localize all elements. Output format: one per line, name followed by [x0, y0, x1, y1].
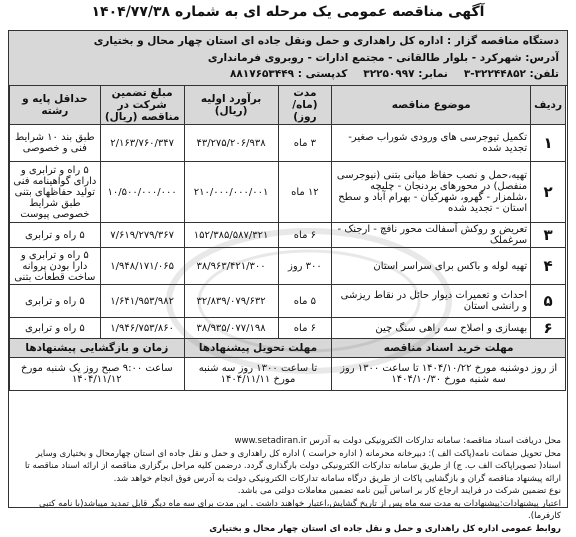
- row-subject: احداث و تعمیرات دیوار حائل در نقاط ریزشی و رانشی استان: [332, 285, 531, 318]
- table-row: [10, 162, 566, 223]
- notes-section: [9, 433, 567, 537]
- row-estimate: ۴۳/۲۷۵/۲۰۶/۹۳۸: [184, 125, 278, 162]
- note-documents-location: محل دریافت اسناد مناقصه: سامانه تدارکات الکترونیکی دولت به آدرس www.setadiran.ir: [234, 436, 561, 446]
- table-row: [10, 285, 566, 318]
- delivery-deadline-label: مهلت تحویل پیشنهادها: [184, 339, 332, 358]
- row-estimate: ۲۱۰/۰۰۰/۰۰۰/۰۰۱: [184, 162, 278, 223]
- notice-title: آگهی مناقصه عمومی یک مرحله ای به شماره ۱۴۰۴/۷۷/۳۸: [91, 4, 485, 20]
- table-row: [10, 248, 566, 285]
- row-grade: ۵ راه و ترابری: [10, 223, 101, 248]
- row-estimate: ۳۸/۹۶۳/۴۲۱/۳۰۰: [184, 248, 278, 285]
- row-estimate: ۳۲/۸۳۹/۰۷۹/۶۳۲: [184, 285, 278, 318]
- row-number: ۴: [531, 248, 566, 285]
- row-duration: ۱۲ ماه: [278, 162, 332, 223]
- organizer-contact: [17, 68, 559, 80]
- delivery-deadline: تا ساعت ۱۳۰۰ روز سه شنبه مورخ ۱۴۰۴/۱۱/۱۱: [184, 358, 332, 391]
- organizer-postal-code: کدپستی : ۸۸۱۷۶۵۳۴۴۹: [229, 68, 348, 80]
- note-validity: اعتبار پیشنهادات:پیشنهادات به مدت سه ماه پس از تاریخ گشایش،اعتبار خواهند داشت . این مدت برای سه ماه دیگر قابل تمدید میباشد(با نامه کتبی کارفرما).: [38, 498, 561, 521]
- table-header-row: [10, 86, 566, 125]
- notice-frame: [8, 30, 568, 534]
- row-grade: ۵ راه و ترابری: [10, 318, 101, 339]
- row-subject: بهسازی و اصلاح سه راهی سنگ چین: [332, 318, 531, 339]
- row-guarantee: ۱/۹۴۸/۱۷۱/۰۶۵: [100, 248, 184, 285]
- row-number: ۵: [531, 285, 566, 318]
- row-number: ۲: [531, 162, 566, 223]
- table-row: [10, 318, 566, 339]
- organizer-address: آدرس: شهرکرد - بلوار طالقانی - مجتمع ادارات - روبروی فرمانداری: [207, 52, 559, 64]
- opening-time: ساعت ۹:۰۰ صبح روز یک شنبه مورخ ۱۴۰۴/۱۱/۱۲: [10, 358, 185, 391]
- col-guarantee: مبلغ تضمین شرکت در مناقصه (ریال): [100, 86, 184, 125]
- row-subject: تعریض و روکش آسفالت محور نافچ - ارجنک - سرغملک: [332, 223, 531, 248]
- purchase-deadline-label: مهلت خرید اسناد مناقصه: [332, 339, 566, 358]
- row-subject: تکمیل تیوجرسی های ورودی شوراب صغیر- تجدید شده: [332, 125, 531, 162]
- organizer-phone: تلفن: ۳۲۲۴۴۸۵۲-۳: [463, 68, 559, 80]
- row-duration: ۳ ماه: [278, 125, 332, 162]
- row-guarantee: ۱۰/۵۰۰/۰۰۰/۰۰۰: [100, 162, 184, 223]
- row-guarantee: ۱/۶۴۱/۹۵۳/۹۸۲: [100, 285, 184, 318]
- row-guarantee: ۷/۶۱۹/۲۷۹/۳۶۷: [100, 223, 184, 248]
- row-duration: ۵ ماه: [278, 285, 332, 318]
- row-number: ۱: [531, 125, 566, 162]
- purchase-deadline: از روز دوشنبه مورخ ۱۴۰۴/۱۰/۲۲ تا ساعت ۱۳۰۰ روز سه شنبه مورخ ۱۴۰۴/۱۰/۳۰: [332, 358, 566, 391]
- row-subject: تهیه لوله و باکس برای سراسر استان: [332, 248, 531, 285]
- col-estimate: برآورد اولیه (ریال): [184, 86, 278, 125]
- row-grade: طبق بند ۱۰ شرایط فنی و خصوصی: [10, 125, 101, 162]
- col-duration: مدت (ماه/ روز): [278, 86, 332, 125]
- row-grade: ۵ راه و ترابری: [10, 285, 101, 318]
- note-guarantee-delivery: محل تحویل ضمانت نامه(پاکت الف ): دبیرخانه محرمانه ( اداره حراست ) اداره کل راهداری و حمل و نقل جاده ای استان چهارمحال و بختیاری وسایر اسناد( تصویراپاکت الف ب. ج) از طریق سامانه تدارکات الکترونیکی دولت بارگذاری گردد. درضمن کلیه مراحل برگزاری مناقصه از ارائه اسناد مناقصه تا ارائه پیشنهاد مناقصه گران و بازگشایی پاکات از طریق درگاه سامانه تدارکات الکترونیکی دولت به آدرس فوق انجام خواهد شد.: [24, 448, 561, 484]
- note-guarantee-type: نوع تضمین شرکت در فرایند ارجاع کار بر اساس آیین نامه تضمین معاملات دولتی می باشد.: [237, 486, 561, 496]
- organizer-fax: نمابر: ۳۲۲۵۰۹۹۷: [363, 68, 448, 80]
- tender-table: [9, 85, 566, 391]
- row-guarantee: ۱/۹۴۶/۷۵۳/۸۶۰: [100, 318, 184, 339]
- row-number: ۳: [531, 223, 566, 248]
- col-grade: حداقل پایه و رشته: [10, 86, 101, 125]
- row-number: ۶: [531, 318, 566, 339]
- row-duration: ۳۰۰ روز: [278, 248, 332, 285]
- table-row: [10, 223, 566, 248]
- col-row: ردیف: [531, 86, 566, 125]
- row-estimate: ۱۵۲/۳۸۵/۵۸۷/۳۲۱: [184, 223, 278, 248]
- row-grade: ۵ راه و ترابری و دارای گواهینامه فنی تولید حفاظهای بتنی طبق شرایط خصوصی پیوست: [10, 162, 101, 223]
- organizer-header: [9, 31, 567, 86]
- row-duration: ۶ ماه: [278, 223, 332, 248]
- schedule-row: [10, 358, 566, 391]
- row-estimate: ۳۸/۹۳۵/۰۷۷/۱۹۸: [184, 318, 278, 339]
- row-guarantee: ۲/۱۶۳/۷۶۰/۳۴۷: [100, 125, 184, 162]
- table-row: [10, 125, 566, 162]
- row-duration: ۶ ماه: [278, 318, 332, 339]
- col-subject: موضوع مناقصه: [332, 86, 531, 125]
- row-subject: تهیه،حمل و نصب حفاظ میانی بتنی (نیوجرسی منفصل) در محورهای بردنجان - چلیچه ،شلمزار - گهرو، شهرکیان - بهرام آباد و سطح استان - تجدید شده: [332, 162, 531, 223]
- opening-time-label: زمان و بازگشایی پیشنهادها: [10, 339, 185, 358]
- schedule-header-row: [10, 339, 566, 358]
- organizer-name: دستگاه مناقصه گزار : اداره کل راهداری و حمل ونقل جاده ای استان چهار محال و بختیاری: [93, 35, 559, 47]
- note-public-relations: روابط عمومی اداره کل راهداری و حمل و نقل جاده ای استان چهار محال و بختیاری: [209, 523, 561, 534]
- row-grade: ۵ راه و ترابری و دارا بودن پروانه ساخت قطعات بتنی: [10, 248, 101, 285]
